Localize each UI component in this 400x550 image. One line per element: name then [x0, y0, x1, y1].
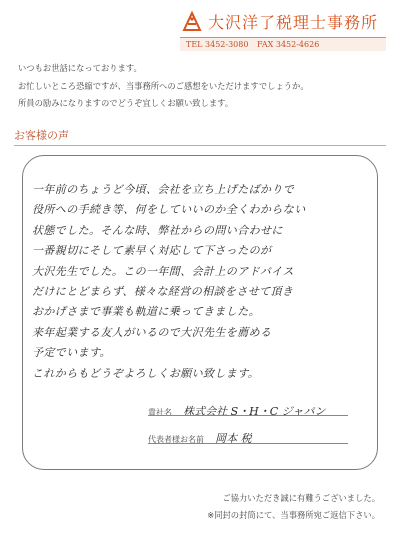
firm-logo-icon	[180, 10, 204, 34]
testimonial-line: これからもどうぞよろしくお願い致します。	[32, 366, 260, 380]
testimonial-line: 来年起業する友人がいるので大沢先生を薦める	[32, 325, 272, 339]
testimonial-line: 状態でした。そんな時、弊社からの問い合わせに	[32, 223, 283, 237]
firm-name: 大沢洋了税理士事務所	[208, 13, 379, 32]
thanks-line: ご協力いただき誠に有難うございました。	[222, 493, 380, 503]
company-value: 株式会社 S・H・C ジャパン	[183, 405, 326, 418]
intro-line: 所員の励みになりますのでどうぞ宜しくお願い致します。	[18, 98, 234, 108]
footer-text	[207, 490, 380, 524]
section-title: お客様の声	[14, 129, 69, 142]
testimonial-line: 大沢先生でした。この一年間、会計上のアドバイス	[32, 264, 294, 278]
representative-value: 岡本 税	[215, 432, 252, 445]
representative-label: 代表者様お名前	[148, 435, 204, 444]
testimonial-line: だけにとどまらず、様々な経営の相談をさせて頂き	[32, 285, 294, 299]
section-divider	[14, 145, 386, 146]
testimonial-line: 一番親切にそして素早く対応して下さったのが	[32, 244, 272, 258]
testimonial-line: おかげさまで事業も軌道に乗ってきました。	[32, 305, 260, 319]
tel-number: TEL 3452-3080	[186, 40, 249, 49]
contact-line	[180, 37, 386, 51]
fax-number: FAX 3452-4626	[257, 40, 320, 49]
company-field	[148, 400, 325, 419]
return-note: ※同封の封筒にて、当事務所宛ご返信下さい。	[207, 510, 380, 520]
intro-line: いつもお世話になっております。	[18, 63, 142, 73]
testimonial-line: 予定でいます。	[32, 346, 111, 360]
testimonial-text	[32, 180, 372, 384]
testimonial-line: 役所への手続き等、何をしていいのか全くわからない	[32, 203, 306, 217]
intro-line: お忙しいところ恐縮ですが、当事務所へのご感想をいただけますでしょうか。	[18, 80, 309, 91]
testimonial-line: 一年前のちょうど今頃、会社を立ち上げたばかりで	[32, 183, 295, 196]
company-label: 貴社名	[148, 408, 172, 417]
intro-text	[18, 60, 309, 113]
representative-underline	[148, 443, 348, 444]
company-underline	[148, 415, 348, 416]
